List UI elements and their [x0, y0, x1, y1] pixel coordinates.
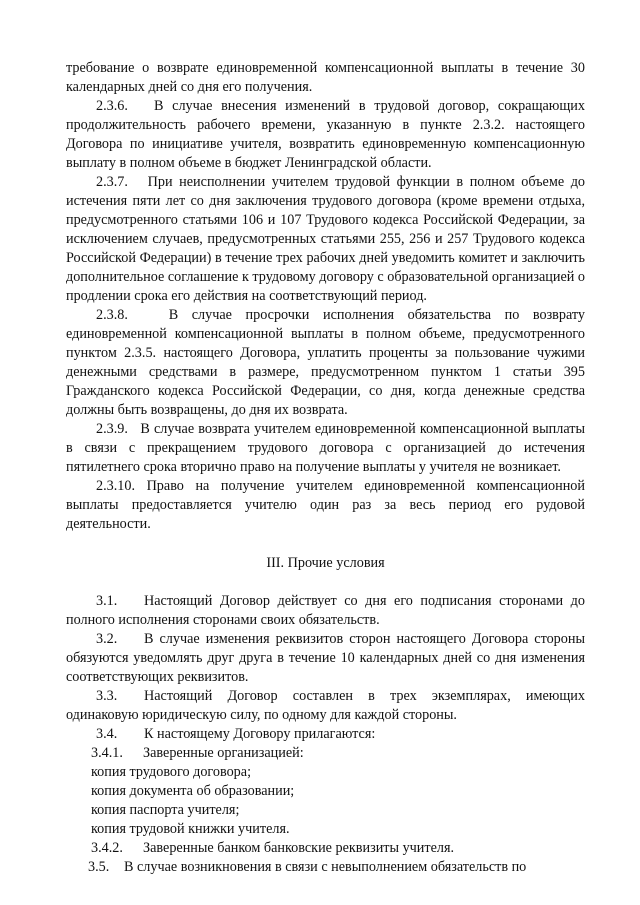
clause-text: В случае просрочки исполнения обязательства по возврату единовременной компенсационной выплаты в полном объеме, предусмотренного пунктом 2.3.5. настоящего Договора, уплатить проценты за пользование чужими денежными средствами в размере, предусмотренном пунктом 1 статьи 395 Гражданского кодекса Российской Федерации, со дня, когда денежные средства должны быть возвращены, до дня их возврата. — [66, 307, 585, 418]
attachment-item — [66, 763, 585, 782]
clause-text: В случае возврата учителем единовременной компенсационной выплаты в связи с прекращением трудового договора с организацией до истечения пятилетнего срока вторично право на получение выплаты у учителя не возникает. — [66, 421, 585, 475]
attachment-text: копия документа об образовании; — [91, 783, 295, 799]
clause-number: 3.4. — [96, 726, 118, 742]
clause-2-3-10 — [66, 477, 585, 534]
clause-3-3 — [66, 687, 585, 725]
paragraph-text: требование о возврате единовременной компенсационной выплаты в течение 30 календарных дней со дня его получения. — [66, 60, 585, 95]
clause-text: К настоящему Договору прилагаются: — [144, 726, 376, 742]
attachment-text: копия трудовой книжки учителя. — [91, 821, 290, 837]
clause-number: 3.4.1. — [91, 745, 123, 761]
clause-3-1 — [66, 592, 585, 630]
clause-number: 3.3. — [96, 688, 118, 704]
clause-text: В случае внесения изменений в трудовой договор, сокращающих продолжительность рабочего времени, указанную в пункте 2.3.2. настоящего Договора по инициативе учителя, возвратить единовременную компенсационную выплату в полном объеме в бюджет Ленинградской области. — [66, 98, 585, 171]
clause-3-4-1 — [66, 744, 585, 763]
clause-number: 3.5. — [88, 859, 110, 875]
paragraph-continuation — [66, 59, 585, 97]
clause-number: 3.4.2. — [91, 840, 123, 856]
clause-text: При неисполнении учителем трудовой функции в полном объеме до истечения пяти лет со дня заключения трудового договора (кроме времени отдыха, предусмотренного статьями 106 и 107 Трудового кодекса Российской Федерации, за исключением случаев, предусмотренных статьями 255, 256 и 257 Трудового кодекса Российской Федерации) в течение трех рабочих дней уведомить комитет и заключить дополнительное соглашение к трудовому договору с образовательной организацией о продлении срока его действия на соответствующий период. — [66, 174, 586, 304]
clause-2-3-9 — [66, 420, 585, 477]
attachment-item — [66, 820, 585, 839]
attachment-item — [66, 801, 585, 820]
clause-3-4 — [66, 725, 585, 744]
attachment-item — [66, 782, 585, 801]
clause-number: 2.3.7. — [96, 174, 128, 190]
clause-number: 2.3.10. — [96, 478, 136, 494]
clause-3-5 — [66, 858, 585, 877]
clause-number: 2.3.6. — [96, 98, 128, 114]
attachment-text: копия трудового договора; — [91, 764, 252, 780]
attachment-text: копия паспорта учителя; — [91, 802, 240, 818]
document-body — [66, 59, 585, 877]
clause-text: Заверенные организацией: — [143, 745, 304, 761]
section-heading: III. Прочие условия — [266, 555, 385, 571]
clause-number: 2.3.9. — [96, 421, 128, 437]
clause-3-4-2 — [66, 839, 585, 858]
clause-number: 2.3.8. — [96, 307, 128, 323]
clause-text: В случае возникновения в связи с невыполнением обязательств по — [124, 859, 527, 875]
clause-number: 3.2. — [96, 631, 118, 647]
clause-text: Настоящий Договор составлен в трех экземплярах, имеющих одинаковую юридическую силу, по одному для каждой стороны. — [66, 688, 585, 723]
clause-2-3-6 — [66, 97, 585, 173]
clause-number: 3.1. — [96, 593, 118, 609]
clause-text: Заверенные банком банковские реквизиты учителя. — [143, 840, 455, 856]
clause-2-3-7 — [66, 173, 585, 306]
clause-3-2 — [66, 630, 585, 687]
clause-text: Настоящий Договор действует со дня его подписания сторонами до полного исполнения сторонами своих обязательств. — [66, 593, 585, 628]
clause-text: В случае изменения реквизитов сторон настоящего Договора стороны обязуются уведомлять друг друга в течение 10 календарных дней со дня изменения соответствующих реквизитов. — [66, 631, 585, 685]
clause-2-3-8 — [66, 306, 585, 420]
clause-text: Право на получение учителем единовременной компенсационной выплаты предоставляется учителю один раз за весь период его рудовой деятельности. — [66, 478, 585, 532]
